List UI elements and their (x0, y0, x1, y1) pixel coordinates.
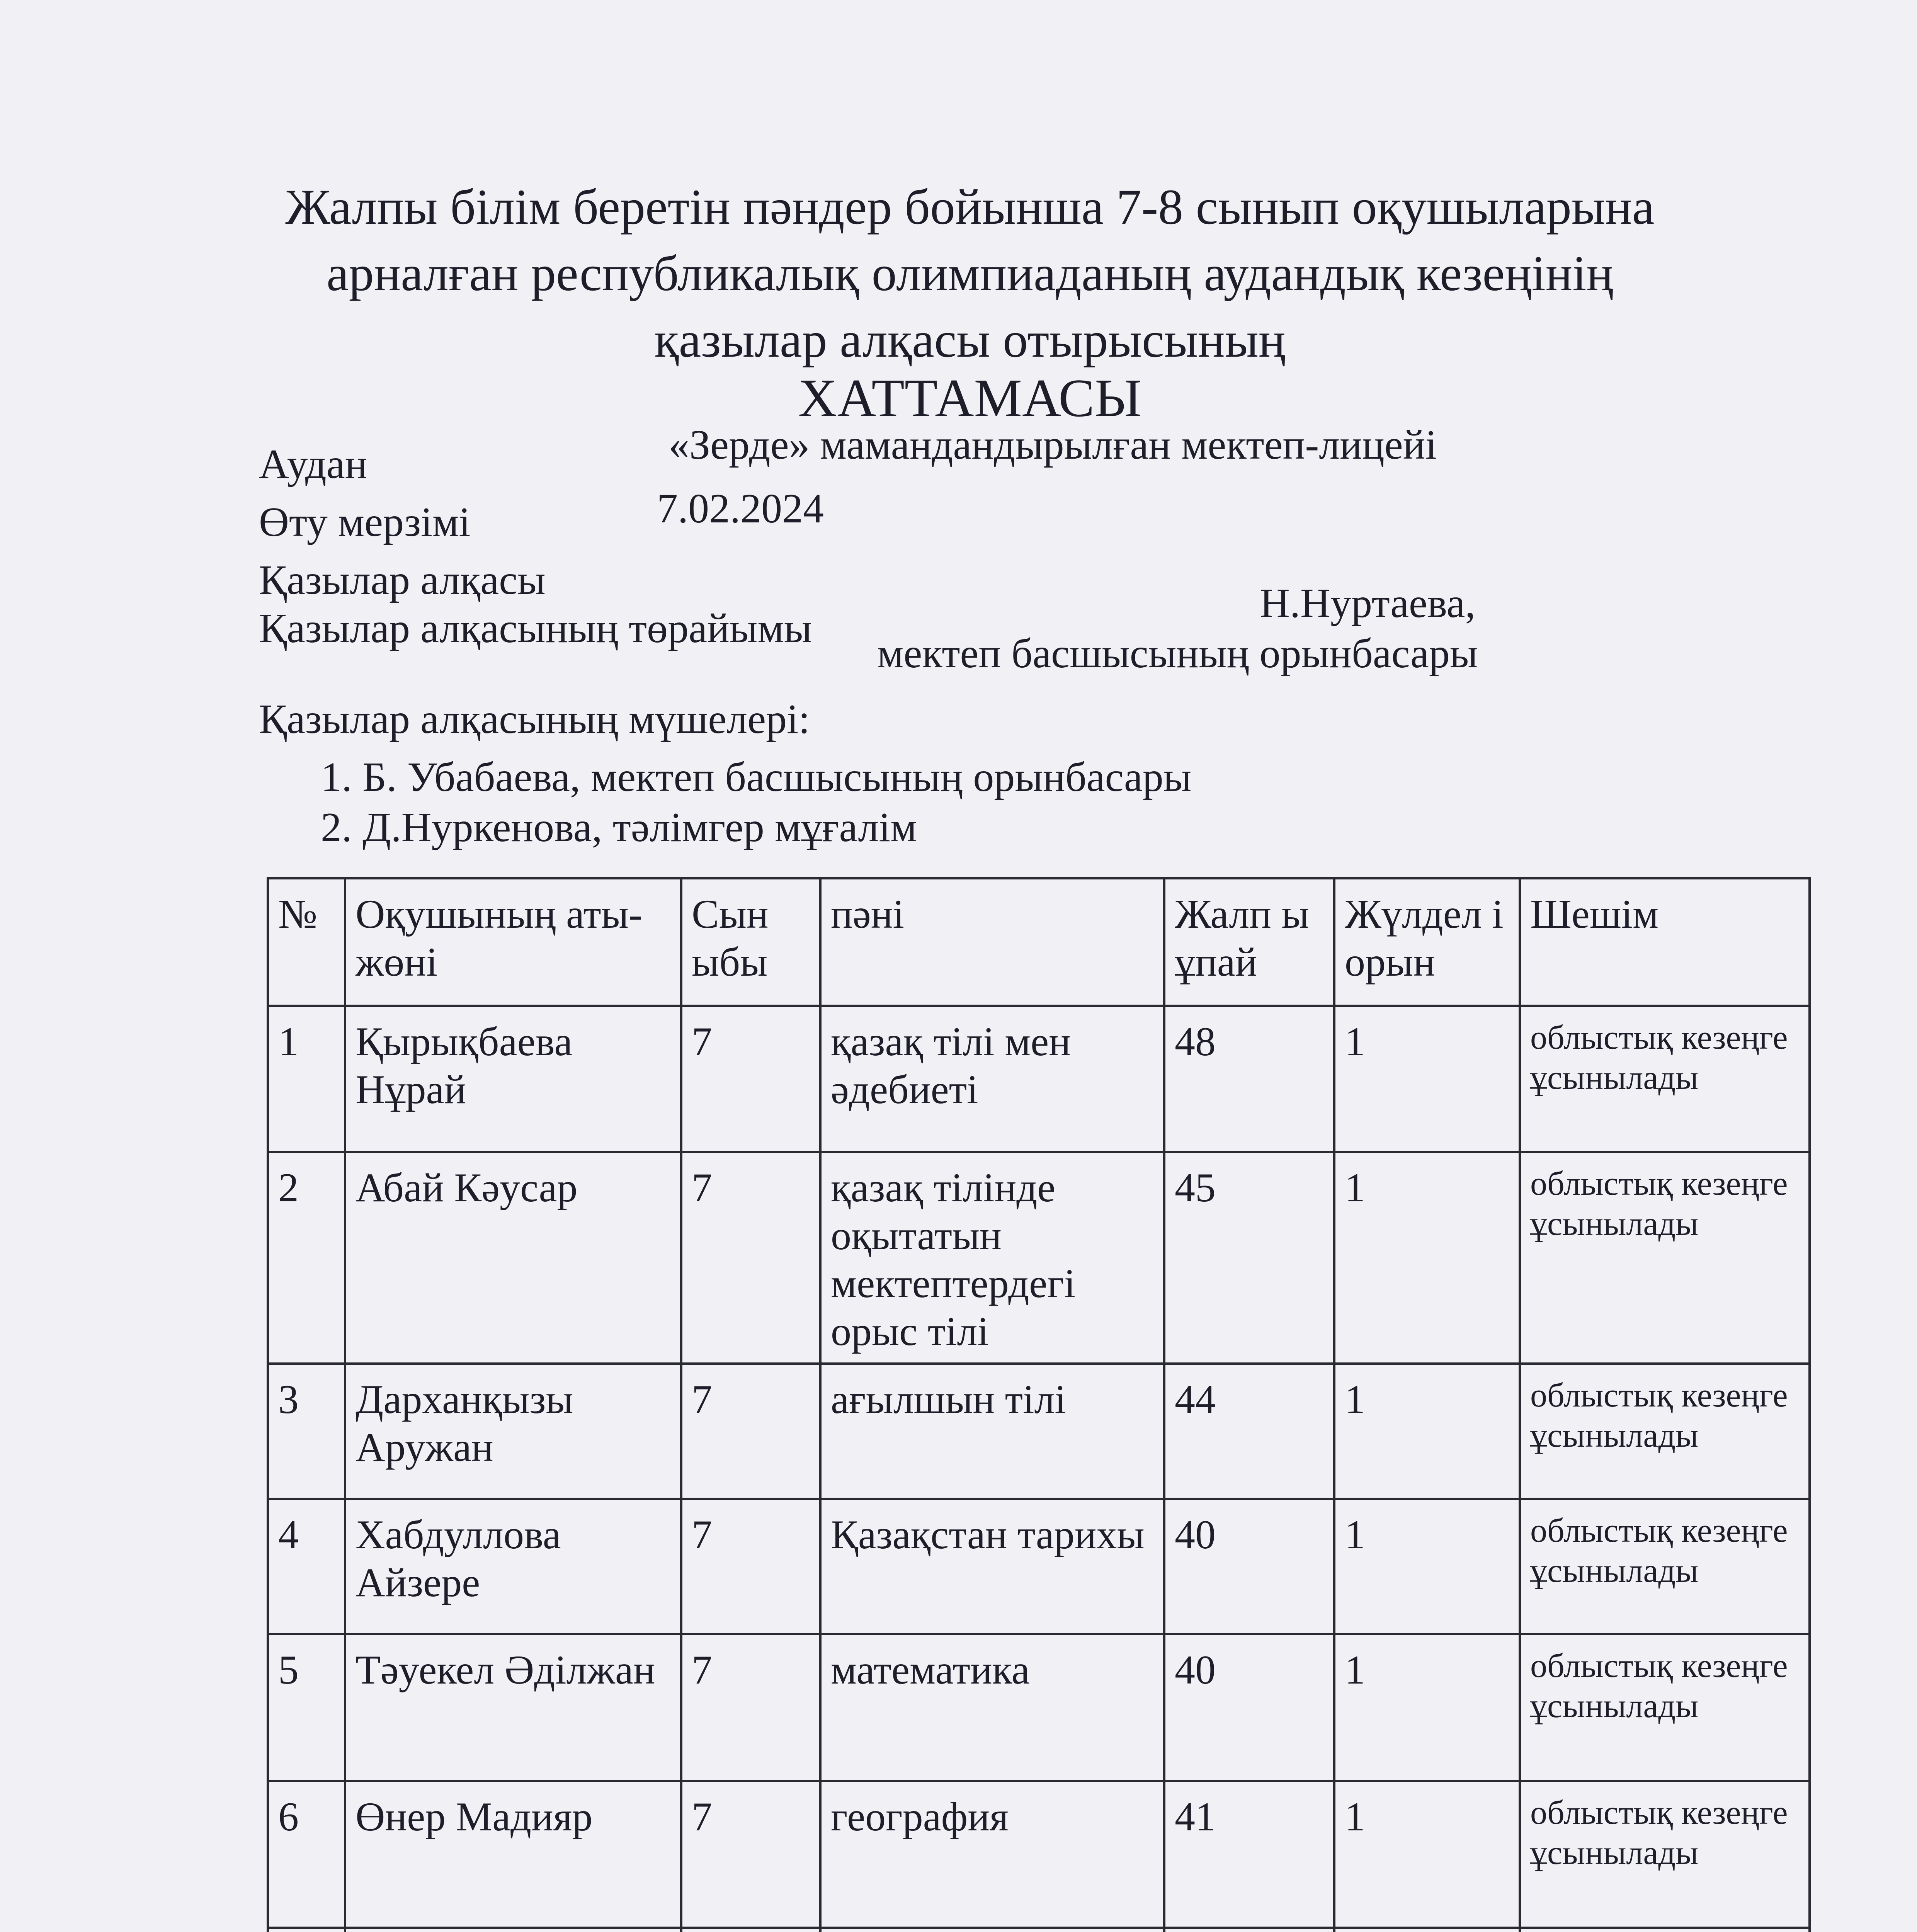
cell-name: Қырықбаева Нұрай (345, 1006, 681, 1152)
title-line-1: Жалпы білім беретін пәндер бойынша 7-8 сынып оқушыларына (285, 179, 1655, 235)
cell-num (268, 1928, 345, 1932)
table-row (268, 1781, 1810, 1928)
chair-name: Н.Нуртаева, (1260, 580, 1476, 626)
results-table (267, 877, 1811, 1932)
header-place: Жүлдел і орын (1334, 878, 1520, 1006)
cell-subject: Қазақстан тарихы (820, 1499, 1164, 1634)
cell-num: 3 (268, 1364, 345, 1499)
cell-score: 48 (1164, 1006, 1334, 1152)
cell-place: 1 (1334, 1006, 1520, 1152)
chair-position: мектеп басшысының орынбасары (877, 631, 1478, 677)
date-value: 7.02.2024 (657, 486, 824, 532)
cell-grade: 7 (681, 1634, 820, 1781)
cell-grade: 7 (681, 1364, 820, 1499)
members-label: Қазылар алқасының мүшелері: (259, 696, 810, 742)
cell-place: 1 (1334, 1364, 1520, 1499)
header-score: Жалп ы ұпай (1164, 878, 1334, 1006)
cell-subject: қазақ тілі мен әдебиеті (820, 1006, 1164, 1152)
cell-place: 1 (1334, 1499, 1520, 1634)
table-row (268, 1634, 1810, 1781)
table-row (268, 1006, 1810, 1152)
cell-num: 2 (268, 1152, 345, 1364)
cell-subject: география (820, 1781, 1164, 1928)
header-num: № (268, 878, 345, 1006)
cell-score: 45 (1164, 1152, 1334, 1364)
chair-label: Қазылар алқасының төрайымы (259, 605, 812, 651)
cell-decision: облыстық кезеңге ұсынылады (1520, 1006, 1810, 1152)
cell-name: Тәуекел Әділжан (345, 1634, 681, 1781)
cell-num: 1 (268, 1006, 345, 1152)
cell-grade (681, 1928, 820, 1932)
cell-decision: облыстық кезеңге ұсынылады (1520, 1499, 1810, 1634)
member-item-2: 2. Д.Нуркенова, тәлімгер мұғалім (321, 804, 917, 850)
cell-grade: 7 (681, 1152, 820, 1364)
cell-place: 1 (1334, 1634, 1520, 1781)
cell-grade: 7 (681, 1499, 820, 1634)
table-row (268, 1152, 1810, 1364)
cell-place: 1 (1334, 1781, 1520, 1928)
cell-num: 5 (268, 1634, 345, 1781)
cell-grade: 7 (681, 1781, 820, 1928)
cell-place (1334, 1928, 1520, 1932)
cell-decision (1520, 1928, 1810, 1932)
cell-num: 6 (268, 1781, 345, 1928)
cell-decision: облыстық кезеңге ұсынылады (1520, 1634, 1810, 1781)
title-line-3: қазылар алқасы отырысының (654, 312, 1286, 368)
district-label: Аудан (259, 441, 367, 487)
cell-score: 41 (1164, 1781, 1334, 1928)
cell-name: Өнер Мадияр (345, 1781, 681, 1928)
header-subject: пәні (820, 878, 1164, 1006)
table-row (268, 1928, 1810, 1932)
cell-score: 40 (1164, 1499, 1334, 1634)
cell-name: Дарханқызы Аружан (345, 1364, 681, 1499)
district-value: «Зерде» мамандандырылған мектеп-лицейі (668, 422, 1437, 468)
cell-place: 1 (1334, 1152, 1520, 1364)
date-label: Өту мерзімі (259, 499, 471, 545)
cell-score: 44 (1164, 1364, 1334, 1499)
header-decision: Шешім (1520, 878, 1810, 1006)
header-name: Оқушының аты-жөні (345, 878, 681, 1006)
title-line-2: арналған республикалық олимпиаданың аудандық кезеңінің (326, 246, 1614, 301)
cell-name: Абай Кәусар (345, 1152, 681, 1364)
cell-subject: қазақ тілінде оқытатын мектептердегі орыс тілі (820, 1152, 1164, 1364)
document-heading: ХАТТАМАСЫ (798, 368, 1142, 428)
cell-grade: 7 (681, 1006, 820, 1152)
cell-num: 4 (268, 1499, 345, 1634)
cell-decision: облыстық кезеңге ұсынылады (1520, 1364, 1810, 1499)
cell-subject: математика (820, 1634, 1164, 1781)
cell-subject (820, 1928, 1164, 1932)
cell-name: Хабдуллова Айзере (345, 1499, 681, 1634)
cell-subject: ағылшын тілі (820, 1364, 1164, 1499)
cell-name (345, 1928, 681, 1932)
cell-score (1164, 1928, 1334, 1932)
table-row (268, 1364, 1810, 1499)
jury-label: Қазылар алқасы (259, 557, 546, 603)
document-title (216, 174, 1723, 373)
cell-score: 40 (1164, 1634, 1334, 1781)
member-item-1: 1. Б. Убабаева, мектеп басшысының орынбасары (321, 754, 1192, 800)
table-header-row (268, 878, 1810, 1006)
cell-decision: облыстық кезеңге ұсынылады (1520, 1781, 1810, 1928)
header-grade: Сын ыбы (681, 878, 820, 1006)
table-row (268, 1499, 1810, 1634)
cell-decision: облыстық кезеңге ұсынылады (1520, 1152, 1810, 1364)
